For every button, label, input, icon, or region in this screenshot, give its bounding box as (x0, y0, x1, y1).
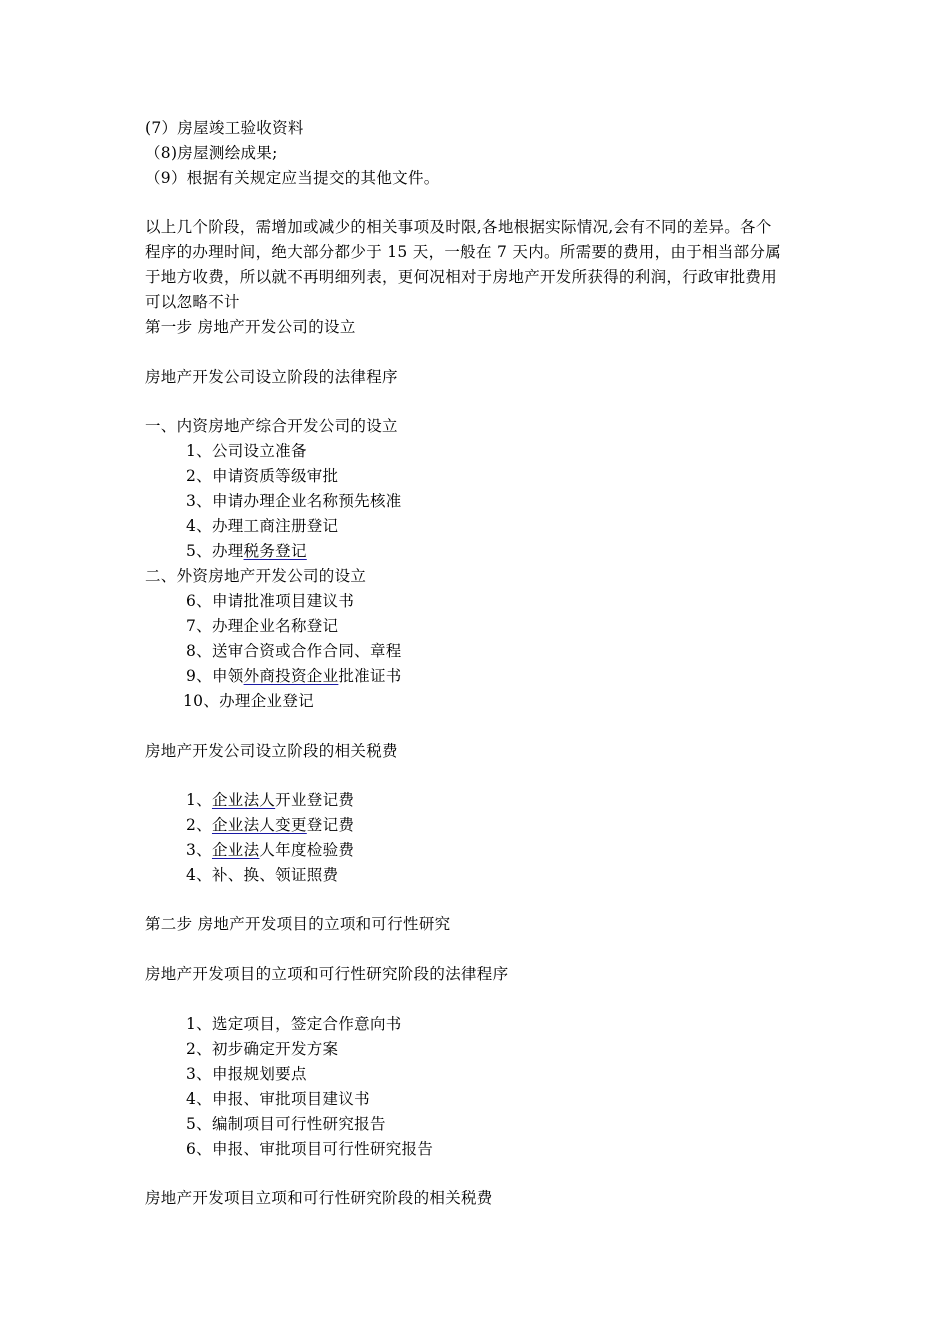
list-item: 6、申报、审批项目可行性研究报告 (186, 1140, 434, 1158)
list-item: 3、申请办理企业名称预先核准 (186, 492, 402, 510)
foreign-heading: 二、外资房地产开发公司的设立 (145, 567, 367, 585)
legal-person-link[interactable]: 企业法人 (211, 791, 276, 809)
list-item: 6、申请批准项目建议书 (186, 592, 355, 610)
list-item: 7、办理企业名称登记 (186, 617, 339, 635)
list-item: 3、申报规划要点 (186, 1065, 307, 1083)
list-item: 4、申报、审批项目建议书 (186, 1090, 370, 1108)
item-text: 5、办理 (186, 542, 244, 560)
step2-fees-heading: 房地产开发项目立项和可行性研究阶段的相关税费 (145, 1189, 493, 1207)
list-item: （8)房屋测绘成果; (145, 144, 278, 162)
list-item (186, 838, 354, 863)
legal-person-change-link[interactable]: 企业法人变更 (211, 816, 307, 834)
list-item: 8、送审合资或合作合同、章程 (186, 642, 402, 660)
step1-fees-heading: 房地产开发公司设立阶段的相关税费 (145, 742, 398, 760)
domestic-heading: 一、内资房地产综合开发公司的设立 (145, 417, 398, 435)
summary-line: 以上几个阶段，需增加或减少的相关事项及时限,各地根据实际情况,会有不同的差异。各个 (145, 218, 772, 236)
list-item: 1、公司设立准备 (186, 442, 307, 460)
list-item: 1、选定项目，签定合作意向书 (186, 1015, 402, 1033)
list-item (186, 813, 354, 838)
list-item (186, 539, 307, 564)
item-text: 9、申领 (186, 667, 244, 685)
list-item: （9）根据有关规定应当提交的其他文件。 (145, 169, 440, 187)
list-item: 4、办理工商注册登记 (186, 517, 339, 535)
item-text: 1、 (186, 791, 212, 809)
list-item (186, 664, 402, 689)
list-item: 4、补、换、领证照费 (186, 866, 339, 884)
list-item (186, 788, 354, 813)
list-item: 2、初步确定开发方案 (186, 1040, 339, 1058)
summary-line: 程序的办理时间，绝大部分都少于 15 天，一般在 7 天内。所需要的费用，由于相当部分属 (145, 243, 781, 261)
item-text: 人年度检验费 (259, 841, 355, 859)
item-text: 2、 (186, 816, 212, 834)
list-item: (7）房屋竣工验收资料 (145, 119, 304, 137)
item-text: 登记费 (306, 816, 355, 834)
foreign-enterprise-link[interactable]: 外商投资企业 (243, 667, 339, 685)
step2-title: 第二步 房地产开发项目的立项和可行性研究 (145, 915, 451, 933)
summary-line: 于地方收费，所以就不再明细列表，更何况相对于房地产开发所获得的利润，行政审批费用 (145, 268, 778, 286)
tax-registration-link[interactable]: 税务登记 (243, 542, 307, 560)
step1-title: 第一步 房地产开发公司的设立 (145, 318, 356, 336)
summary-line: 可以忽略不计 (145, 293, 240, 311)
legal-link[interactable]: 企业法 (211, 841, 260, 859)
step2-legal-heading: 房地产开发项目的立项和可行性研究阶段的法律程序 (145, 965, 509, 983)
list-item: 10、办理企业登记 (183, 692, 314, 710)
step1-legal-heading: 房地产开发公司设立阶段的法律程序 (145, 368, 398, 386)
item-text: 开业登记费 (275, 791, 355, 809)
list-item: 5、编制项目可行性研究报告 (186, 1115, 386, 1133)
item-text: 批准证书 (338, 667, 402, 685)
list-item: 2、申请资质等级审批 (186, 467, 339, 485)
item-text: 3、 (186, 841, 212, 859)
